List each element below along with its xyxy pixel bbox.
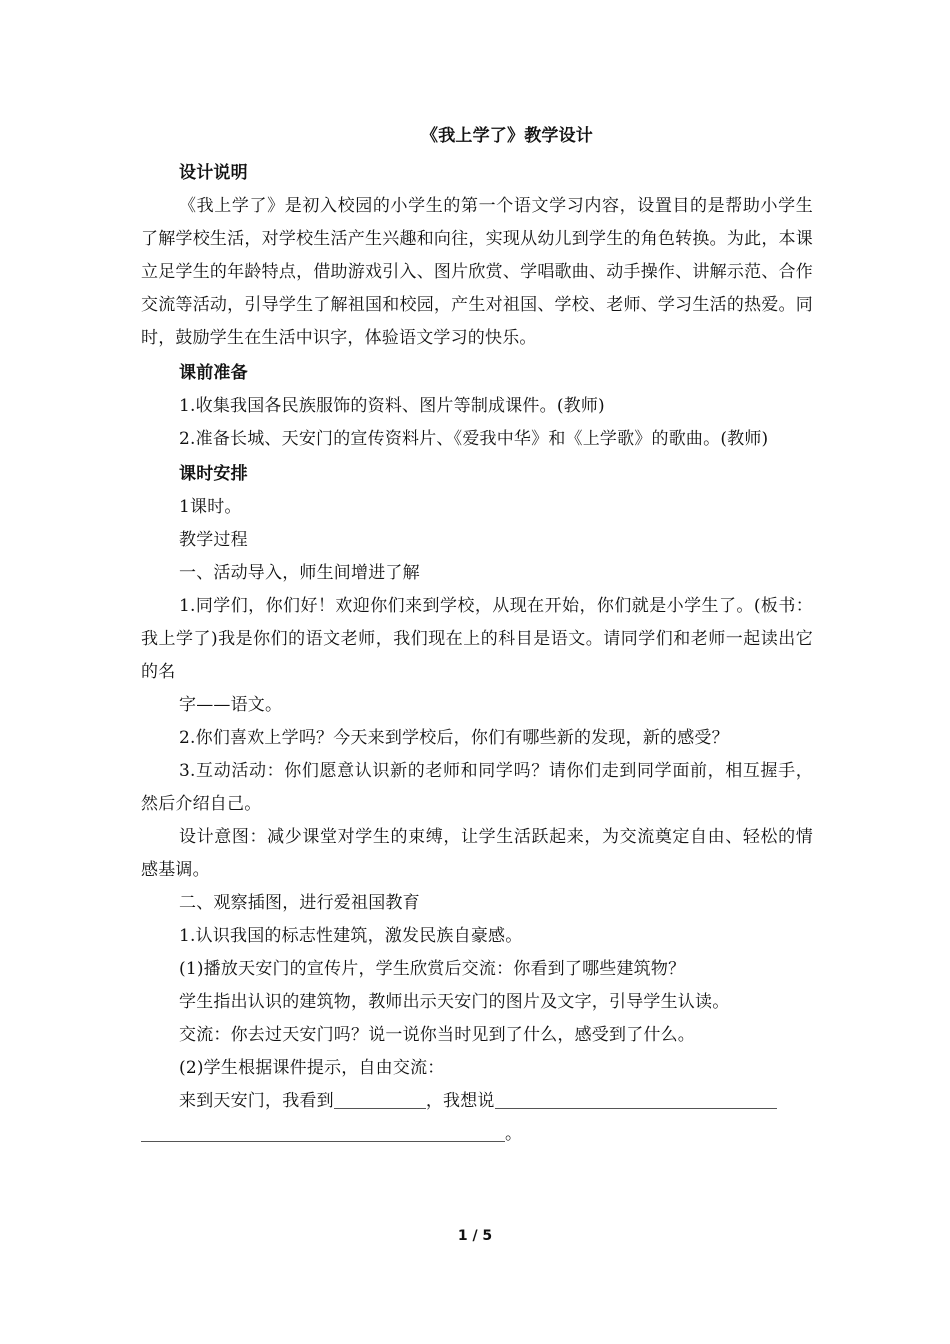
heading-preparation: 课前准备 xyxy=(179,363,248,383)
process-item-1a: (1)播放天安门的宣传片，学生欣赏后交流：你看到了哪些建筑物？ xyxy=(179,959,686,979)
fill-blank-say xyxy=(495,1090,777,1109)
process-paragraph-3: 3.互动活动：你们愿意认识新的老师和同学吗？请你们走到同学面前，相互握手，然后介绍自己。 xyxy=(141,761,813,814)
process-item-1: 1.认识我国的标志性建筑，激发民族自豪感。 xyxy=(179,926,523,946)
fill-in-sentence-continued xyxy=(141,1118,813,1151)
page-number: 1 / 5 xyxy=(457,1228,493,1244)
process-paragraph-1: 1.同学们，你们好！欢迎你们来到学校，从现在开始，你们就是小学生了。(板书：我上学了)我是你们的语文老师，我们现在上的科目是语文。请同学们和老师一起读出它的名 xyxy=(141,596,813,682)
fill-middle: ，我想说 xyxy=(425,1091,495,1111)
process-item-1b: 学生指出认识的建筑物，教师出示天安门的图片及文字，引导学生认读。 xyxy=(179,992,730,1012)
preparation-item-1: 1.收集我国各民族服饰的资料、图片等制成课件。(教师) xyxy=(179,396,605,416)
fill-prefix: 来到天安门，我看到 xyxy=(179,1091,334,1111)
heading-design-notes: 设计说明 xyxy=(179,163,248,183)
schedule-text: 1课时。 xyxy=(179,497,242,517)
process-paragraph-1-continued: 字——语文。 xyxy=(179,695,283,715)
fill-in-sentence xyxy=(141,1085,813,1118)
design-notes-paragraph: 《我上学了》是初入校园的小学生的第一个语文学习内容，设置目的是帮助小学生了解学校生活，对学校生活产生兴趣和向往，实现从幼儿到学生的角色转换。为此，本课立足学生的年龄特点，借助游戏引入、图片欣赏、学唱歌曲、动手操作、讲解示范、合作交流等活动，引导学生了解祖国和校园，产生对祖国、学校、老师、学习生活的热爱。同时，鼓励学生在生活中识字，体验语文学习的快乐。 xyxy=(141,196,813,348)
fill-end: 。 xyxy=(505,1124,523,1144)
fill-blank-say-continued xyxy=(141,1123,505,1142)
document-title: 《我上学了》教学设计 xyxy=(421,126,593,146)
process-item-2: (2)学生根据课件提示，自由交流： xyxy=(179,1058,445,1078)
document-content xyxy=(141,120,813,1151)
process-part1-title: 一、活动导入，师生间增进了解 xyxy=(179,563,420,583)
process-item-1c: 交流：你去过天安门吗？说一说你当时见到了什么，感受到了什么。 xyxy=(179,1025,695,1045)
process-paragraph-2: 2.你们喜欢上学吗？今天来到学校后，你们有哪些新的发现，新的感受？ xyxy=(179,728,729,748)
fill-blank-see xyxy=(334,1090,426,1109)
preparation-item-2: 2.准备长城、天安门的宣传资料片、《爱我中华》和《上学歌》的歌曲。(教师) xyxy=(179,429,769,449)
design-intent-paragraph: 设计意图：减少课堂对学生的束缚，让学生活跃起来，为交流奠定自由、轻松的情感基调。 xyxy=(141,827,813,880)
heading-schedule: 课时安排 xyxy=(179,464,248,484)
heading-process: 教学过程 xyxy=(179,530,248,550)
process-part2-title: 二、观察插图，进行爱祖国教育 xyxy=(179,893,420,913)
